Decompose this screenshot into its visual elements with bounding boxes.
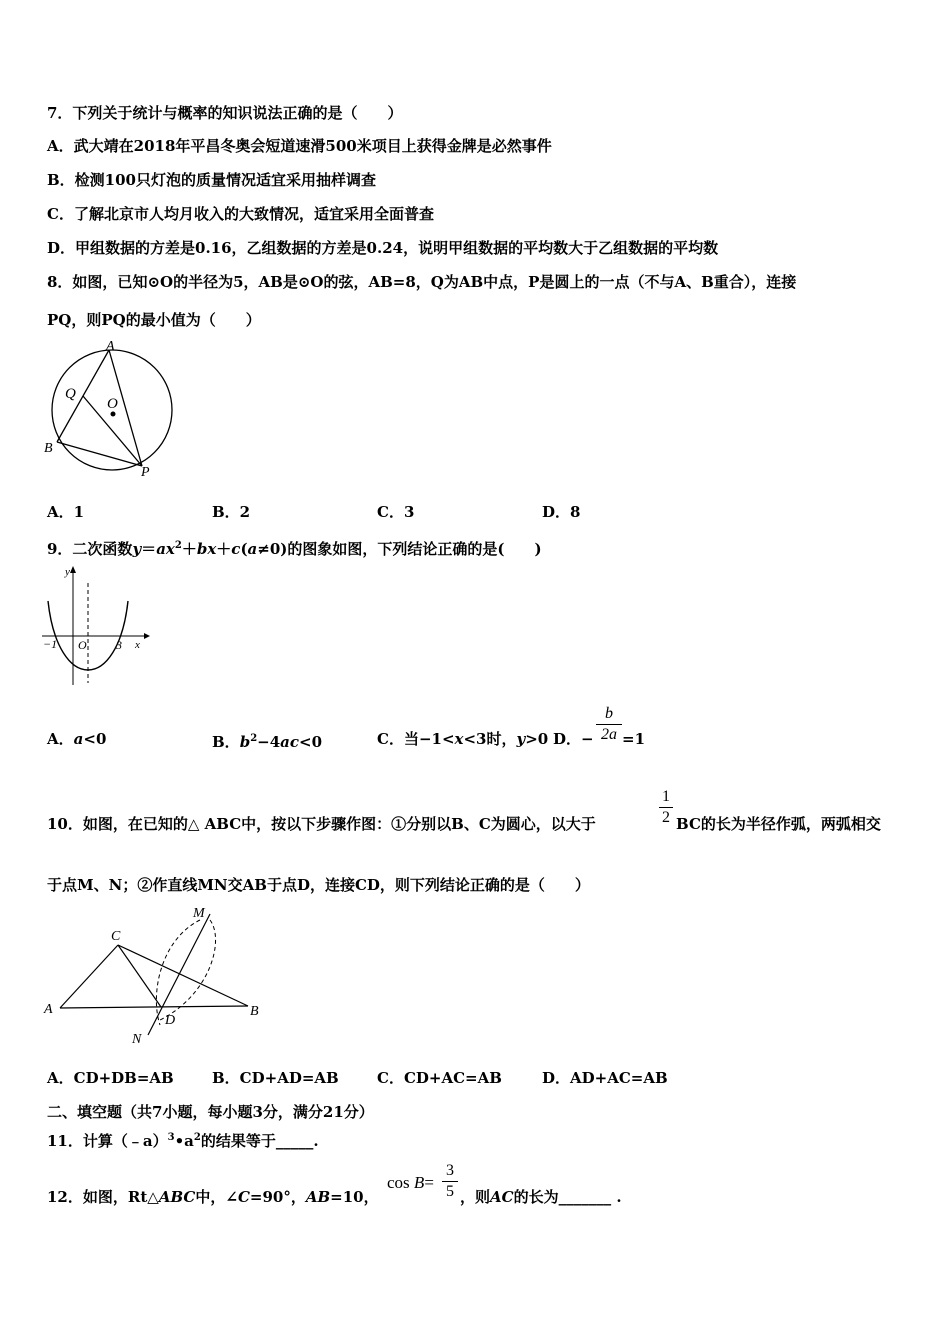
q8-circle-figure	[40, 338, 180, 483]
y-axis-arrow	[70, 566, 76, 573]
label-o: O	[78, 638, 87, 652]
q9-option-d-suffix: =1	[622, 730, 646, 748]
q10-stem-line2: 于点M、N；②作直线MN交AB于点D，连接CD，则下列结论正确的是（ ）	[47, 876, 590, 894]
center-dot	[111, 412, 116, 417]
label-c: C	[111, 929, 121, 944]
q7-option-b: B．检测100只灯泡的质量情况适宜采用抽样调查	[47, 171, 376, 189]
label-minus-one: −1	[43, 637, 58, 651]
line-mn	[148, 914, 210, 1035]
label-m: M	[193, 906, 205, 921]
q10-stem-line1-post: BC的长为半径作弧，两弧相交	[676, 815, 881, 833]
q9-stem: 9．二次函数$y=ax^2+bx+c(a\ne 0)$的图象如图，下列结论正确的是( )	[47, 540, 542, 558]
q9-option-d-prefix: D．−	[553, 730, 594, 748]
label-y: y	[65, 566, 70, 578]
q7-option-c: C．了解北京市人均月收入的大致情况，适宜采用全面普查	[47, 205, 434, 223]
q9-option-b: B．$b^2-4ac<0$	[212, 733, 323, 751]
q7-option-d: D．甲组数据的方差是0.16，乙组数据的方差是0.24，说明甲组数据的平均数大于乙组数据的平均数	[47, 239, 719, 257]
q10-option-c: C．CD+AC=AB	[377, 1069, 502, 1087]
q11-stem: 11．计算$(﹣a)^3•a^2$的结果等于_____.	[47, 1132, 319, 1150]
q12-stem-post: ，则AC的长为_______ .	[460, 1188, 622, 1206]
q8-option-c: C．3	[377, 503, 415, 521]
q8-option-b: B．2	[212, 503, 251, 521]
label-n: N	[132, 1032, 142, 1047]
q7-option-a: A．武大靖在2018年平昌冬奥会短道速滑500米项目上获得金牌是必然事件	[47, 137, 552, 155]
label-q: Q	[65, 386, 76, 402]
label-o: O	[107, 396, 118, 412]
q8-stem-line2: PQ，则PQ的最小值为（ ）	[47, 311, 261, 329]
q8-stem-line1: 8．如图，已知⊙O的半径为5，AB是⊙O的弦，AB=8，Q为AB中点，P是圆上的一点（不与A、B重合），连接	[47, 273, 797, 291]
label-three: 3	[116, 638, 122, 652]
arc-from-b	[160, 920, 216, 1020]
segment-cb	[118, 945, 248, 1006]
q8-option-d: D．8	[542, 503, 581, 521]
arc-from-c	[156, 920, 200, 1025]
label-x: x	[135, 639, 140, 651]
segment-bp	[57, 442, 142, 466]
q8-option-a: A．1	[47, 503, 85, 521]
label-p: P	[141, 465, 150, 480]
x-axis-arrow	[144, 633, 150, 639]
q10-triangle-figure	[40, 900, 270, 1050]
q10-stem-line1-pre: 10．如图，在已知的△ ABC中，按以下步骤作图：①分别以B、C为圆心，以大于	[47, 815, 596, 833]
q9-parabola-graph	[40, 563, 150, 691]
q10-half-fraction: 1 2	[659, 788, 673, 827]
section-title: 二、填空题（共7小题，每小题3分，满分21分）	[47, 1103, 374, 1121]
segment-ab	[60, 1006, 248, 1008]
q9-option-c: C．当−1<x<3时，y>0	[377, 730, 549, 748]
q10-option-d: D．AD+AC=AB	[542, 1069, 668, 1087]
q12-fraction: 3 5	[442, 1162, 458, 1201]
segment-ac	[60, 945, 118, 1008]
label-a: A	[106, 339, 115, 354]
q10-option-a: A．CD+DB=AB	[47, 1069, 174, 1087]
q10-option-b: B．CD+AD=AB	[212, 1069, 339, 1087]
label-d: D	[165, 1013, 176, 1028]
label-b: B	[44, 441, 53, 456]
q9-option-a: A．a<0	[47, 730, 107, 748]
q9-option-d-fraction: b 2a	[596, 705, 622, 744]
label-a: A	[44, 1002, 53, 1017]
label-b: B	[250, 1004, 259, 1019]
segment-cd	[118, 945, 161, 1007]
q7-stem: 7．下列关于统计与概率的知识说法正确的是（ ）	[47, 104, 403, 122]
q12-cos-expr: cos B=	[387, 1173, 434, 1192]
q12-stem-pre: 12．如图，Rt△ABC中，∠C=90°，AB=10，	[47, 1188, 379, 1206]
